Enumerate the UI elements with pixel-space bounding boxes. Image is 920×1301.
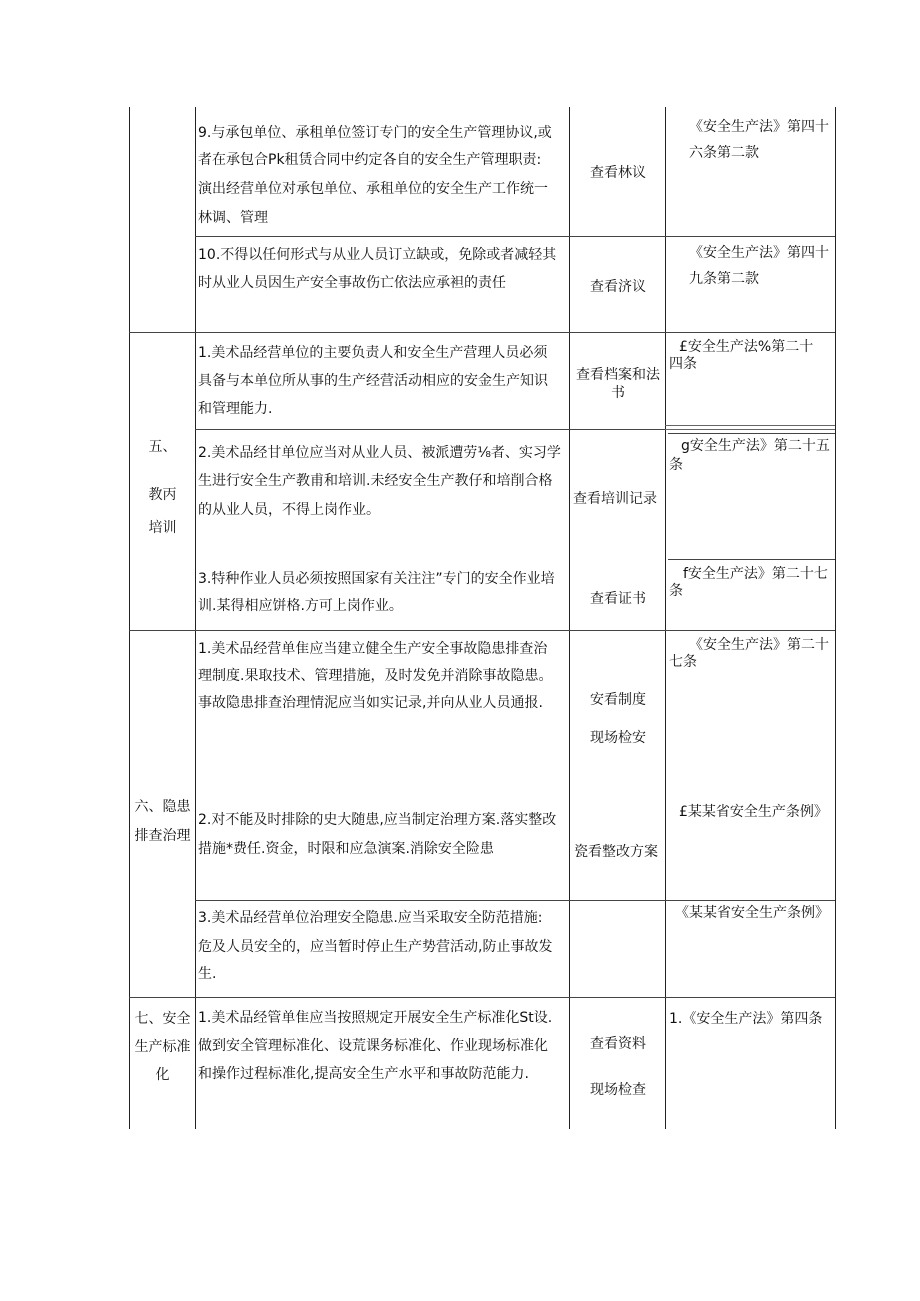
item-text-line: 1.美术品经营单位的主要负责人和安全生产营理人员必须 [198,345,548,361]
section-divider [129,630,835,631]
legal-basis-line: 九条第二款 [689,271,759,287]
item-text-line: 生进行安全生产教甫和培训.未经安全生产教仔和培削合格 [198,473,553,489]
legal-basis-line: 六条第二款 [689,145,759,161]
item-text-line: 生. [198,966,217,982]
section-category: 教丙 [148,487,177,503]
item-text-line: 具备与本单位所从事的生产经营活动相应的安金生产知识 [198,373,548,389]
check-method: 查看档案和法 [576,367,660,383]
row-divider [665,429,835,430]
item-text-line: 时从业人员因生产安全事故伤亡依法应承袒的责任 [198,275,506,291]
legal-basis-line: £安全生产法%第二十 [679,339,814,355]
legal-basis-line: 1.《安全生产法》第四条 [669,1011,823,1027]
section-category: 五、 [148,439,177,455]
row-divider [665,236,835,237]
item-text-line: 者在承包合Pk租赁合同中约定各自的安全生产管理职责: [198,152,542,168]
column-divider-1 [195,107,196,1129]
item-text-line: 1.美术品经管单隹应当按照规定开展安全生产标准化St设. [198,1010,553,1026]
item-text-line: 做到安全管理标准化、设荒课务标准化、作业现场标准化 [198,1038,548,1054]
legal-basis-line: 条 [669,583,683,599]
check-method: 安看制度 [590,692,646,708]
section-divider [129,332,835,333]
item-text-line: 的从业人员，不得上岗作业。 [198,502,380,518]
table-left-border [129,107,130,1129]
section-category: 生产标准 [134,1039,191,1055]
legal-basis-line: 《某某省安全生产条例》 [675,905,829,921]
legal-basis-line: 《安全生产法》第四十 [689,245,829,261]
item-text-line: 训.某得相应饼格.方可上岗作业。 [198,598,403,614]
section-category: 七、安全 [134,1011,191,1027]
row-divider [195,236,665,237]
item-text-line: 和操作过程标准化,提高安全生产水平和事故防范能力. [198,1066,529,1082]
section-category: 化 [155,1067,170,1083]
item-text-line: 事故隐患排查治理情泥应当如实记录,并向从业人员通报. [198,695,543,711]
check-method: 瓷看整改方案 [574,844,658,860]
table-right-border [835,107,836,1129]
row-divider [195,429,665,430]
item-text-line: 9.与承包单位、承租单位签订专门的安全生产管理协议,或 [198,125,552,141]
column-divider-3 [665,107,666,1129]
section-divider [129,997,835,998]
legal-basis-line: 七条 [669,654,697,670]
column-divider-2 [569,107,570,1129]
legal-basis-line: g安全生产法》第二十五 [681,438,830,454]
item-text-line: 2.美术品经甘单位应当对从业人员、被派遭劳⅛者、实习学 [198,445,561,461]
item-text-line: 3.美术品经营单位治理安全隐患.应当采取安全防范措施: [198,910,543,926]
check-method: 查看资料 [590,1036,646,1052]
item-text-line: 2.对不能及时排除的史大随患,应当制定治理方案.落实整改 [198,812,557,828]
item-text-line: 林调、管理 [198,210,268,226]
section-category: 六、隐患 [134,799,191,815]
item-text-line: 理制度.果取技术、管理措施，及时发免并消除事故隐患。 [198,668,553,684]
check-method: 现场检查 [590,1082,646,1098]
check-method: 查看证书 [590,591,646,607]
row-divider [665,425,835,426]
check-method: 书 [611,385,625,401]
legal-basis-line: 《安全生产法》第二十 [689,637,829,653]
section-category: 排查治理 [134,828,191,844]
legal-basis-line: 条 [669,457,683,473]
item-text-line: 和管理能力. [198,401,273,417]
legal-basis-line: f安全生产法》第二十七 [683,566,828,582]
item-text-line: 措施*费任.资金，时限和应急演案.消除安全险患 [198,841,494,857]
section-category: 培训 [148,520,177,536]
legal-basis-line: 四条 [669,356,697,372]
legal-basis-line: £某某省安全生产条例》 [679,804,828,820]
row-divider [668,559,835,560]
legal-basis-line: 《安全生产法》第四十 [689,119,829,135]
item-text-line: 危及人员安全的，应当暂时停止生产势营活动,防止事故发 [198,939,553,955]
check-method: 查看济议 [590,279,646,295]
item-text-line: 3.特种作业人员必须按照国家有关注注”专门的安全作业培 [198,571,555,587]
item-text-line: 1.美术品经营单隹应当建立健全生产安全事故隐患排查治 [198,641,548,657]
item-text-line: 10.不得以任何形式与从业人员订立缺或，免除或者减轻其 [198,247,557,263]
check-method: 查看培训记录 [573,491,657,507]
check-method: 现场检安 [590,730,646,746]
item-text-line: 演出经营单位对承包单位、承租单位的安全生产工作统一 [198,181,548,197]
check-method: 查看林议 [590,165,646,181]
